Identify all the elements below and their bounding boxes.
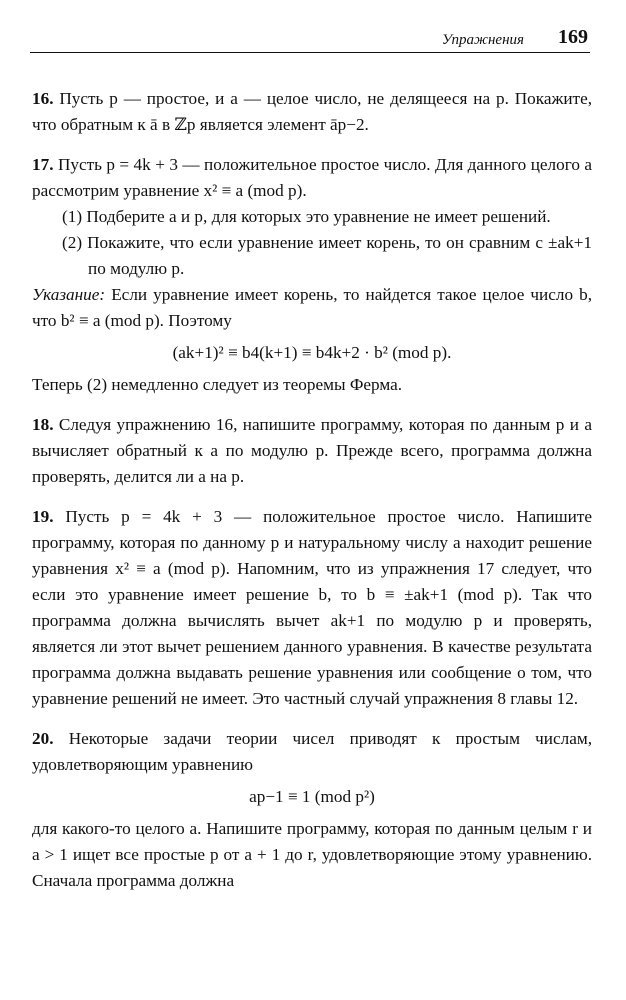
- exercise-text: Некоторые задачи теории чисел приводят к простым числам, удовлетворяющим уравнению: [32, 729, 592, 774]
- hint-label: Указание:: [32, 285, 106, 304]
- exercise-number: 16.: [32, 89, 54, 108]
- section-title: Упражнения: [441, 32, 524, 48]
- exercise-20: [32, 726, 592, 894]
- exercise-number: 19.: [32, 507, 54, 526]
- hint: [32, 282, 592, 334]
- exercise-19: [32, 504, 592, 712]
- subitem-1: (1) Подберите a и p, для которых это уравнение не имеет решений.: [62, 207, 551, 226]
- display-formula: (ak+1)² ≡ b4(k+1) ≡ b4k+2 · b² (mod p).: [172, 343, 452, 362]
- exercise-number: 20.: [32, 729, 54, 748]
- exercise-number: 17.: [32, 155, 54, 174]
- subitem-2: (2) Покажите, что если уравнение имеет корень, то он сравним с ±ak+1 по модулю p.: [62, 233, 592, 278]
- conclusion-text: Теперь (2) немедленно следует из теоремы Ферма.: [32, 375, 403, 394]
- continuation-text: для какого-то целого a. Напишите программу, которая по данным целым r и a > 1 ищет все простые p от a + 1 до r, удовлетворяющие этому уравнению. Сначала программа должна: [32, 819, 592, 890]
- display-formula: ap−1 ≡ 1 (mod p²): [249, 787, 375, 806]
- exercise-text: Следуя упражнению 16, напишите программу, которая по данным p и a вычисляет обратный к a по модулю p. Прежде всего, программа должна проверять, делится ли a на p.: [32, 415, 592, 486]
- hint-text: Если уравнение имеет корень, то найдется такое целое число b, что b² ≡ a (mod p). Поэтому: [32, 285, 592, 330]
- running-header: [30, 26, 590, 53]
- exercise-16: [32, 86, 592, 138]
- exercise-18: [32, 412, 592, 490]
- page-number: 169: [558, 26, 588, 48]
- exercise-text: Пусть p — простое, и a — целое число, не делящееся на p. Покажите, что обратным к ā в ℤp является элемент āp−2.: [32, 89, 592, 134]
- page-body: [32, 86, 592, 908]
- exercise-number: 18.: [32, 415, 54, 434]
- exercise-17: [32, 152, 592, 398]
- exercise-text: Пусть p = 4k + 3 — положительное простое число. Для данного целого a рассмотрим уравнение x² ≡ a (mod p).: [32, 155, 592, 200]
- exercise-text: Пусть p = 4k + 3 — положительное простое число. Напишите программу, которая по данному p и натуральному числу a находит решение уравнения x² ≡ a (mod p). Напомним, что из упражнения 17 следует, что если это уравнение имеет решение b, то b ≡ ±ak+1 (mod p). Так что программа должна вычислять вычет ak+1 по модулю p и проверять, является ли этот вычет решением данного уравнения. В качестве результата программа должна выдавать решение уравнения или сообщение о том, что уравнение решений не имеет. Это частный случай упражнения 8 главы 12.: [32, 507, 593, 708]
